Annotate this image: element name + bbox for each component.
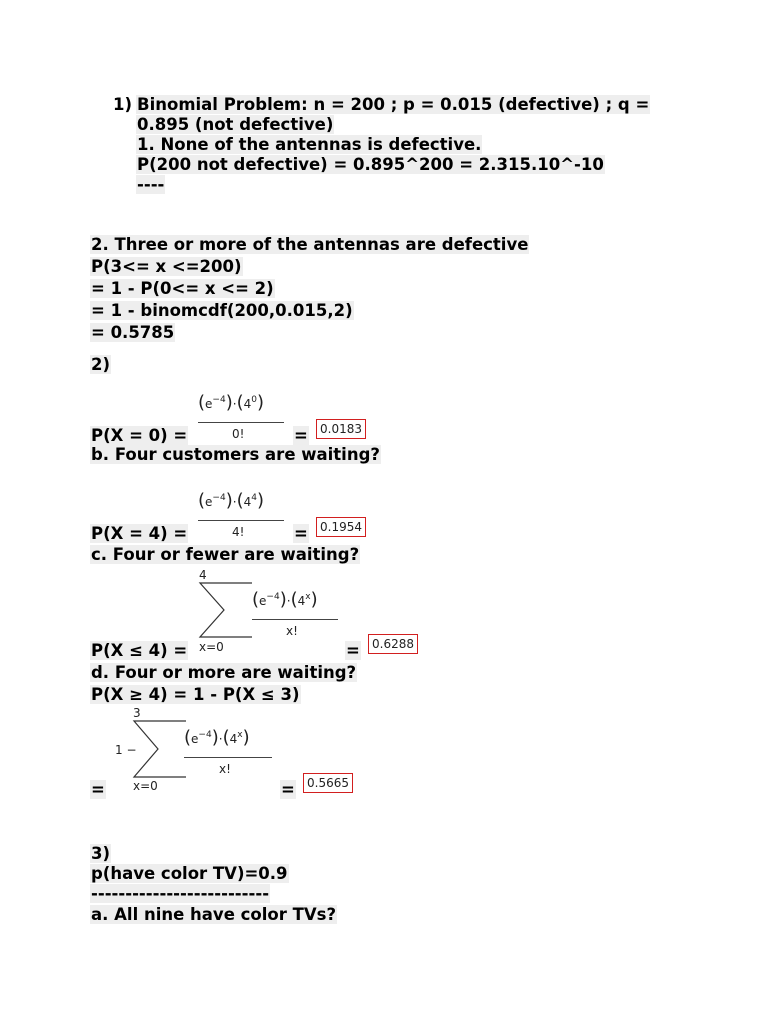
formula-a-denominator: 0! (232, 427, 245, 441)
problem-2c-label: P(X ≤ 4) = (91, 641, 188, 660)
formula-b-fraction-bar (198, 520, 284, 521)
formula-b-denominator: 4! (232, 525, 245, 539)
formula-d-prefix: 1 − (115, 743, 137, 757)
problem-3-number: 3) (91, 844, 111, 863)
formula-a-numerator: $(e^{-4})\cdot(4^0)$ (198, 392, 264, 413)
problem-1-part-2-line-4: = 0.5785 (91, 323, 175, 342)
formula-c-sum-upper: 4 (199, 568, 207, 582)
result-box-b: 0.1954 (316, 517, 366, 537)
formula-d-denominator: x! (219, 762, 231, 776)
problem-1-number: 1) (113, 95, 133, 114)
problem-1-line-2: 0.895 (not defective) (137, 115, 334, 134)
problem-2c-question: c. Four or fewer are waiting? (91, 545, 360, 564)
problem-2b-question: b. Four customers are waiting? (91, 445, 380, 464)
problem-1-line-4: P(200 not defective) = 0.895^200 = 2.315.10^-10 (137, 155, 604, 174)
formula-a-fraction-bar (198, 422, 284, 423)
sigma-icon (198, 582, 254, 638)
sigma-icon (132, 720, 188, 778)
problem-1-part-2-line-3: = 1 - binomcdf(200,0.015,2) (91, 301, 353, 320)
problem-2b-equals: = (294, 524, 308, 543)
problem-3-line-1: p(have color TV)=0.9 (91, 864, 288, 883)
formula-c-fraction-bar (252, 619, 338, 620)
formula-d-sum-upper: 3 (133, 706, 141, 720)
problem-1-part-2-line-2: = 1 - P(0<= x <= 2) (91, 279, 274, 298)
formula-b-numerator: $(e^{-4})\cdot(4^4)$ (198, 490, 264, 511)
formula-c-numerator: $(e^{-4})\cdot(4^x)$ (252, 589, 318, 610)
result-box-c: 0.6288 (368, 634, 418, 654)
problem-3a-question: a. All nine have color TVs? (91, 905, 337, 924)
formula-c-sum-lower: x=0 (199, 640, 224, 654)
formula-d-numerator: $(e^{-4})\cdot(4^x)$ (184, 727, 250, 748)
problem-1-part-2-heading: 2. Three or more of the antennas are defective (91, 235, 529, 254)
problem-2d-label: = (91, 780, 105, 799)
problem-2d-equals: = (281, 780, 295, 799)
problem-2a-label: P(X = 0) = (91, 426, 188, 445)
result-box-d: 0.5665 (303, 773, 353, 793)
problem-2a-equals: = (294, 426, 308, 445)
problem-3-divider: -------------------------- (91, 884, 270, 903)
problem-2-number: 2) (91, 355, 111, 374)
problem-2d-question: d. Four or more are waiting? (91, 663, 357, 682)
problem-2b-label: P(X = 4) = (91, 524, 188, 543)
problem-1-part-2-line-1: P(3<= x <=200) (91, 257, 242, 276)
formula-d-fraction-bar (184, 757, 272, 758)
result-box-a: 0.0183 (316, 419, 366, 439)
problem-1-line-3: 1. None of the antennas is defective. (137, 135, 482, 154)
problem-2d-line: P(X ≥ 4) = 1 - P(X ≤ 3) (91, 685, 300, 704)
problem-1-line-1: Binomial Problem: n = 200 ; p = 0.015 (defective) ; q = (137, 95, 650, 114)
problem-2c-equals: = (346, 641, 360, 660)
formula-c-denominator: x! (286, 624, 298, 638)
formula-d-sum-lower: x=0 (133, 779, 158, 793)
problem-1-line-5: ---- (137, 175, 165, 194)
